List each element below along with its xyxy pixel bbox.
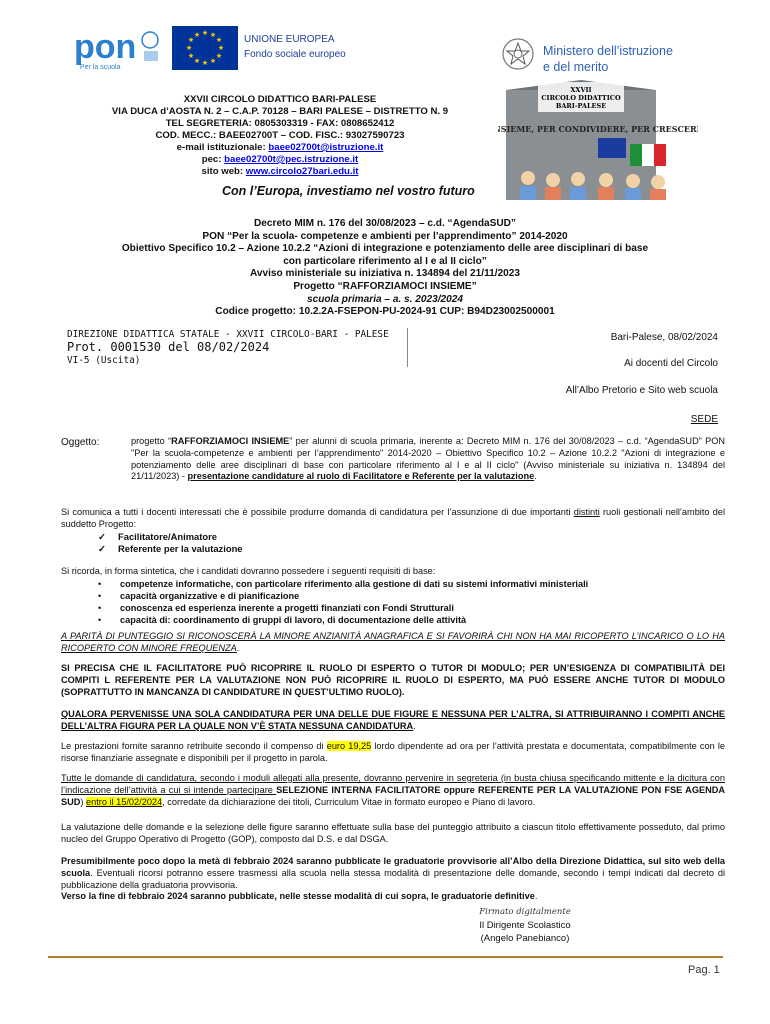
role-facilitatore: Facilitatore/Animatore xyxy=(118,531,217,542)
eu-caption-line1: UNIONE EUROPEA xyxy=(244,34,335,45)
subject-purpose: presentazione candidature al ruolo di Facilitatore e Referente per la valutazione xyxy=(187,471,535,482)
school-name: XXVII CIRCOLO DIDATTICO BARI-PALESE xyxy=(183,94,377,105)
image-caption-1: XXVII xyxy=(570,86,592,94)
requirement-text: capacità organizzative e di pianificazione xyxy=(120,591,300,601)
intro-distinti: distinti xyxy=(573,507,600,517)
requirement-item xyxy=(98,615,718,627)
payment-paragraph xyxy=(61,741,725,765)
decree-line5: Avviso ministeriale su iniziativa n. 134894 del 21/11/2023 xyxy=(249,268,521,280)
page-number: Pag. 1 xyxy=(688,964,720,976)
parity-text: A PARITÀ DI PUNTEGGIO SI RICONOSCERÀ LA MINORE ANZIANITÀ ANAGRAFICA E SI FAVORIRÀ CHI NON HA MAI RICOPERTO L’INCARICO O LO HA RICOPERTO CON MINORE FREQUENZA xyxy=(61,631,725,653)
signer-role: Il Dirigente Scolastico xyxy=(479,920,571,931)
decree-line1: Decreto MIM n. 176 del 30/08/2023 – c.d. “AgendaSUD” xyxy=(254,218,516,229)
svg-text:★: ★ xyxy=(187,36,195,44)
bullet-icon: • xyxy=(98,579,102,589)
pec-label: pec: xyxy=(201,154,225,165)
svg-text:★: ★ xyxy=(193,31,201,39)
submission-paragraph xyxy=(61,773,725,808)
svg-text:★: ★ xyxy=(193,57,201,65)
school-website xyxy=(60,166,500,178)
decree-block xyxy=(50,218,720,319)
decree-line2: PON “Per la scuola- competenze e ambienti per l’apprendimento” 2014-2020 xyxy=(202,230,568,242)
motto: Con l’Europa, investiamo nel vostro futuro xyxy=(222,184,475,198)
precisa-paragraph: SI PRECISA CHE IL FACILITATORE PUÒ RICOPRIRE IL RUOLO DI ESPERTO O TUTOR DI MODULO; PER UN’ESIGENZA DI COMPATIBILITÀ DEI COMPITI L REFERENTE PER LA VALUTAZIONE NON PUÒ RICOPRIRE IL RUOLO DI ESPERTO, MA PUÒ ESSERE ANCHE TUTOR DI MODULO (SOPRATTUTTO IN MANCANZA DI CANDIDATURE IN QUEST’ULTIMO RUOLO). xyxy=(61,663,725,697)
svg-text:★: ★ xyxy=(185,44,193,52)
subject-part2: ” per alunni di scuola primaria, inerente a: Decreto MIM n. 176 del 30/08/2023 – c.d. “AgendaSUD” PON "Per la scuola-competenze e ambienti per l’apprendimento" 2014-2020 – Obiettivo Specifico 10.2 – Azione 10.2.2 "Azioni di integrazione e potenziamento delle aree disciplinari di base con particolare riferimento al I e al II ciclo" (Avviso ministeriale su iniziativa n. 134894 del 21/11/2023) - xyxy=(131,436,725,482)
protocol-stamp xyxy=(67,328,408,367)
signer-name: (Angelo Panebianco) xyxy=(480,933,570,944)
school-codes: COD. MECC.: BAEE02700T – COD. FISC.: 93027590723 xyxy=(155,130,405,141)
svg-text:★: ★ xyxy=(215,36,223,44)
school-email xyxy=(60,142,500,154)
submission-subject: SELEZIONE INTERNA FACILITATORE oppure REFERENTE PER LA VALUTAZIONE PON FSE AGENDA SUD xyxy=(61,784,726,807)
requirement-item xyxy=(98,591,718,603)
svg-text:★: ★ xyxy=(209,31,217,39)
eu-flag-icon xyxy=(172,26,238,70)
project-code: Codice progetto: 10.2.2A-FSEPON-PU-2024-91 CUP: B94D23002500001 xyxy=(215,306,555,318)
subject-label: Oggetto: xyxy=(61,437,100,448)
payment-part2: lordo dipendente ad ora per l’attività prestata e documentata, compatibilmente con le risorse finanziarie assegnate e disponibili per il progetto in parola. xyxy=(61,741,725,763)
requirement-text: conoscenza ed esperienza inerente a progetti finanziati con Fondi Strutturali xyxy=(120,603,454,613)
requirement-item xyxy=(98,579,718,591)
submission-part1: Tutte le domande di candidatura, secondo i moduli allegati alla presente, dovranno pervenire in segreteria (in busta chiusa specificando mittente e la dicitura con l’indicazione dell’attività a cui si intende partecipare xyxy=(61,773,725,795)
bullet-icon: • xyxy=(98,615,102,625)
intro-part1: Si comunica a tutti i docenti interessati che è possibile produrre domanda di candidatura per l’assunzione di due importanti xyxy=(61,507,574,517)
single-candidate-end: . xyxy=(413,720,416,731)
ministry-name xyxy=(543,43,673,75)
digital-signature-note: Firmato digitalmente xyxy=(479,907,571,917)
bullet-icon: • xyxy=(98,591,102,601)
protocol-number: Prot. 0001530 del 08/02/2024 xyxy=(67,340,270,354)
single-candidate-paragraph xyxy=(61,709,725,733)
signature-block xyxy=(440,906,610,945)
evaluation-paragraph: La valutazione delle domande e la selezione delle figure saranno effettuate sulla base del punteggio attribuito a ciascun titolo effettivamente posseduto, dal primo nucleo del Gruppo Operativo di Progetto (GOP), composto dal D.S. e dal DSGA. xyxy=(61,822,725,844)
stamp-line1: DIREZIONE DIDATTICA STATALE - XXVII CIRCOLO-BARI - PALESE xyxy=(67,329,389,340)
school-phone: TEL SEGRETERIA: 0805303319 - FAX: 0808652412 xyxy=(165,118,395,129)
ministry-line2: e del merito xyxy=(543,60,609,74)
school-pec xyxy=(60,154,500,166)
pec-link[interactable]: baee02700t@pec.istruzione.it xyxy=(224,154,359,165)
checkmark-icon: ✓ xyxy=(98,543,106,554)
role-item xyxy=(98,543,243,555)
single-candidate-text: QUALORA PERVENISSE UNA SOLA CANDIDATURA PER UNA DELLE DUE FIGURE E NESSUNA PER L’ALTRA, SI ATTRIBUIRANNO I COMPITI ANCHE DELL’ALTRA FIGURA PER LA QUALE NON V’È STATA NESSUNA CANDIDATURA xyxy=(61,709,725,731)
role-item xyxy=(98,531,217,543)
school-building-image xyxy=(498,80,698,208)
ranking-part2: . Eventuali ricorsi potranno essere trasmessi alla scuola nella stessa modalità di presentazione delle domande, secondo i tempi indicati dal decreto di pubblicazione della graduatoria provvisoria. xyxy=(61,867,725,890)
intro-paragraph xyxy=(61,507,725,531)
italian-republic-emblem-icon xyxy=(500,36,536,72)
svg-text:★: ★ xyxy=(215,52,223,60)
payment-part1: Le prestazioni fornite saranno retribuite secondo il compenso di xyxy=(61,741,327,751)
subject-part1: progetto “ xyxy=(131,436,172,446)
svg-text:★: ★ xyxy=(201,59,209,67)
ranking-part1: Presumibilmente poco dopo la metà di febbraio 2024 saranno pubblicate le graduatorie provvisorie all’Albo della Direzione Didattica, sul sito web della scuola xyxy=(61,856,725,878)
image-banner: INSIEME, PER CONDIVIDERE, PER CRESCERE! xyxy=(498,124,698,134)
ministry-line1: Ministero dell’istruzione xyxy=(543,44,673,58)
eu-caption-line2: Fondo sociale europeo xyxy=(244,49,346,60)
website-link[interactable]: www.circolo27bari.edu.it xyxy=(245,166,359,177)
web-label: sito web: xyxy=(201,166,246,177)
bullet-icon: • xyxy=(98,603,102,613)
svg-text:★: ★ xyxy=(201,29,209,37)
decree-line3: Obiettivo Specifico 10.2 – Azione 10.2.2 “Azioni di integrazione e potenziamento delle aree disciplinari di base xyxy=(121,243,649,255)
footer-rule xyxy=(48,956,723,958)
payment-amount: euro 19,25 xyxy=(326,741,372,751)
pon-logo-subtitle: Per la scuola xyxy=(80,64,121,71)
role-referente: Referente per la valutazione xyxy=(118,543,243,554)
svg-text:★: ★ xyxy=(209,57,217,65)
subject-text xyxy=(131,436,725,483)
school-address: VIA DUCA d’AOSTA N. 2 – C.A.P. 70128 – BARI PALESE – DISTRETTO N. 9 xyxy=(111,106,449,117)
email-label: e-mail istituzionale: xyxy=(176,142,269,153)
svg-text:★: ★ xyxy=(217,44,225,52)
decree-line7: scuola primaria – a. s. 2023/2024 xyxy=(307,293,463,305)
stamp-line3: VI-5 (Uscita) xyxy=(67,355,141,366)
submission-deadline: entro il 15/02/2024 xyxy=(86,796,163,807)
final-ranking-end: . xyxy=(534,891,538,901)
requirement-text: competenze informatiche, con particolare riferimento alla gestione di dati su sistemi informativi ministeriali xyxy=(120,579,589,589)
requirement-text: capacità di: coordinamento di gruppi di lavoro, di documentazione delle attività xyxy=(120,615,467,625)
requirement-item xyxy=(98,603,718,615)
ranking-paragraph xyxy=(61,856,725,891)
pon-logo xyxy=(72,24,162,72)
recipient-sede: SEDE xyxy=(690,414,718,425)
subject-project: RAFFORZIAMOCI INSIEME xyxy=(171,436,290,446)
requirements-intro: Si ricorda, in forma sintetica, che i candidati dovranno possedere i seguenti requisiti di base: xyxy=(61,566,436,576)
recipient-teachers: Ai docenti del Circolo xyxy=(624,358,718,369)
parity-end: . xyxy=(236,642,240,653)
decree-line4: con particolare riferimento al I e al II ciclo” xyxy=(283,255,487,267)
image-caption-3: BARI-PALESE xyxy=(555,102,607,110)
eu-caption xyxy=(244,32,346,62)
svg-text:★: ★ xyxy=(187,52,195,60)
letter-date: Bari-Palese, 08/02/2024 xyxy=(610,332,718,343)
parity-paragraph xyxy=(61,631,725,655)
submission-end: . xyxy=(532,796,536,807)
subject-end: . xyxy=(534,471,537,482)
image-caption-2: CIRCOLO DIDATTICO xyxy=(541,94,621,102)
checkmark-icon: ✓ xyxy=(98,531,106,542)
decree-line6: Progetto “RAFFORZIAMOCI INSIEME” xyxy=(293,280,477,292)
final-ranking-text: Verso la fine di febbraio 2024 saranno pubblicate, nelle stesse modalità di cui sopra, le graduatorie definitive xyxy=(61,891,535,901)
submission-part2: ) xyxy=(80,796,87,807)
final-ranking-paragraph xyxy=(61,891,725,903)
pon-logo-text: pon xyxy=(74,28,137,66)
submission-part3: , corredate da dichiarazione dei titoli, Curriculum Vitae in formato europeo e Piano di lavoro xyxy=(162,796,533,807)
intro-part2: ruoli gestionali nell’ambito del suddetto Progetto: xyxy=(61,507,725,529)
email-link[interactable]: baee02700t@istruzione.it xyxy=(268,142,384,153)
recipient-albo: All’Albo Pretorio e Sito web scuola xyxy=(565,385,718,396)
school-header xyxy=(60,94,500,178)
